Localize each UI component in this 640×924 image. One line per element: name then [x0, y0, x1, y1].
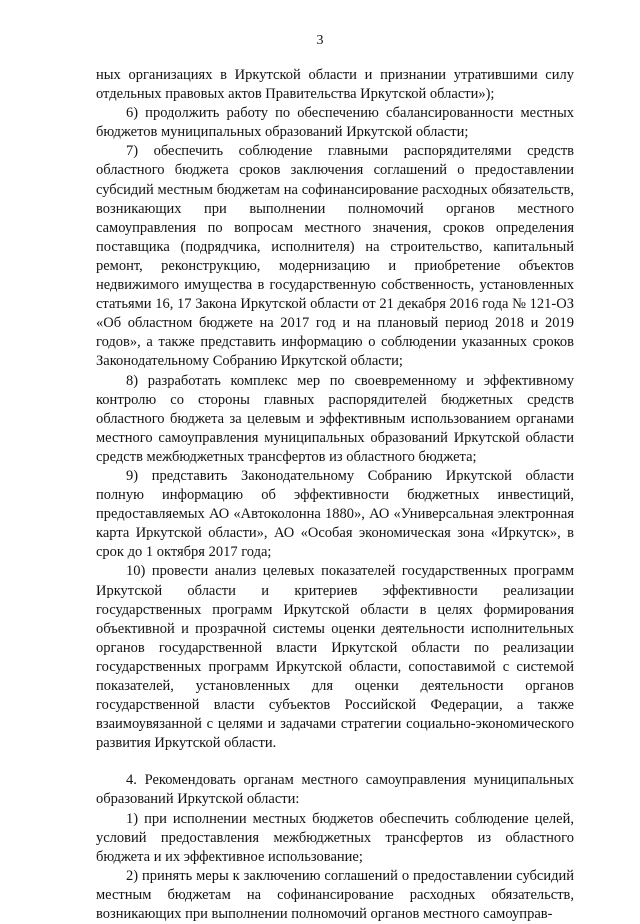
page-number: 3	[316, 33, 324, 48]
paragraph-continuation: ных организациях в Иркутской области и признании утратившими силу отдельных правовых актов Правительства Иркутской области»);	[96, 67, 574, 103]
paragraph-section-4-item-1: 1) при исполнении местных бюджетов обеспечить соблюдение целей, условий предоставления межбюджетных трансфертов из областного бюджета и их эффективное использование;	[96, 810, 574, 865]
paragraph-section-4-item-2: 2) принять меры к заключению соглашений о предоставлении субсидий местным бюджетам на софинансирование расходных обязательств, возникающих при выполнении полномочий органов местного самоуправ-	[96, 867, 574, 923]
paragraph-item-10: 10) провести анализ целевых показателей государственных программ Иркутской области и критериев эффективности реализации государственных программ Иркутской области в целях формирования объективной и прозрачной системы оценки деятельности исполнительных органов государственной власти Иркутской области по реализации государственных программ Иркутской области, сопоставимой с системой показателей, установленных для оценки деятельности органов государственной власти субъектов Российской Федерации, а также взаимоувязанной с целями и задачами стратегии социально-экономического развития Иркутской области.	[96, 563, 574, 752]
paragraph-item-6: 6) продолжить работу по обеспечению сбалансированности местных бюджетов муниципальных образований Иркутской области;	[96, 105, 574, 141]
paragraph-item-7: 7) обеспечить соблюдение главными распорядителями средств областного бюджета сроков заключения соглашений о предоставлении субсидий местным бюджетам на софинансирование расходных обязательств, возникающих при выполнении полномочий органов местного самоуправления по вопросам местного значения, сроков определения поставщика (подрядчика, исполнителя) на строительство, капитальный ремонт, реконструкцию, модернизацию и приобретение объектов недвижимого имущества в государственную собственность, установленных статьями 16, 17 Закона Иркутской области от 21 декабря 2016 года № 121-ОЗ «Об областном бюджете на 2017 год и на плановый период 2018 и 2019 годов», а также представить информацию о соблюдении указанных сроков Законодательному Собранию Иркутской области;	[96, 143, 574, 370]
document-body	[96, 66, 574, 924]
paragraph-item-9: 9) представить Законодательному Собранию Иркутской области полную информацию об эффективности бюджетных инвестиций, предоставляемых АО «Автоколонна 1880», АО «Универсальная электронная карта Иркутской области», АО «Особая экономическая зона «Иркутск», в срок до 1 октября 2017 года;	[96, 467, 574, 561]
paragraph-item-8: 8) разработать комплекс мер по своевременному и эффективному контролю со стороны главных распорядителей бюджетных средств областного бюджета за целевым и эффективным использованием органами местного самоуправления муниципальных образований Иркутской области средств межбюджетных трансфертов из областного бюджета;	[96, 372, 574, 465]
paragraph-section-4: 4. Рекомендовать органам местного самоуправления муниципальных образований Иркутской области:	[96, 772, 574, 808]
